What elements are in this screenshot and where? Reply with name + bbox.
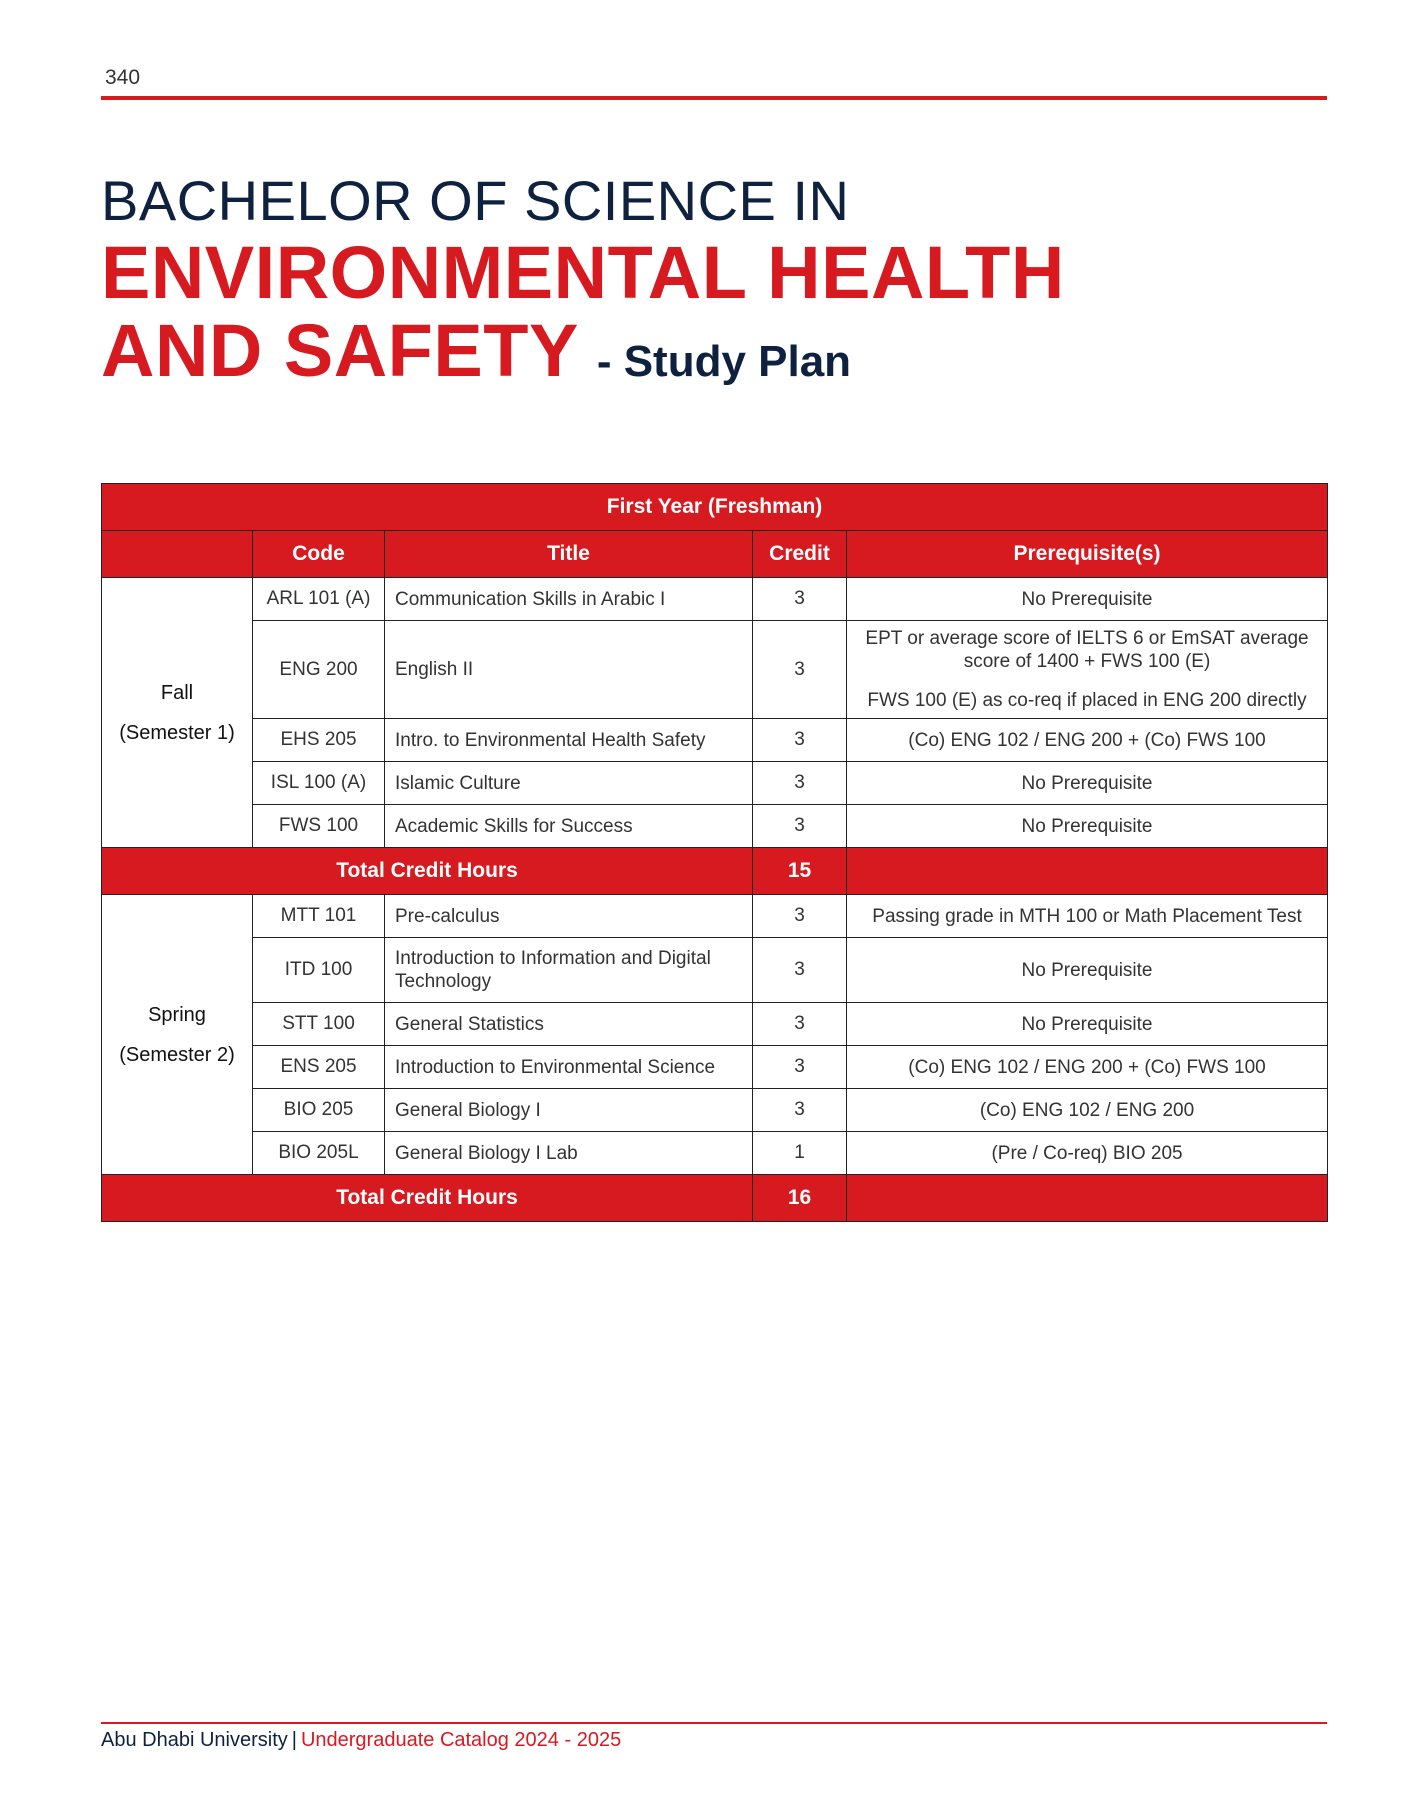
total-credits: 16 bbox=[753, 1175, 847, 1222]
course-prereq: (Pre / Co-req) BIO 205 bbox=[847, 1132, 1328, 1175]
title-program-line1: ENVIRONMENTAL HEALTH bbox=[101, 231, 1065, 314]
semester-fall-number: (Semester 1) bbox=[119, 721, 235, 744]
title-program-text: AND SAFETY bbox=[101, 309, 579, 392]
course-title: Academic Skills for Success bbox=[385, 805, 753, 848]
page-title bbox=[101, 168, 1065, 401]
course-prereq-main: EPT or average score of IELTS 6 or EmSAT average score of 1400 + FWS 100 (E) bbox=[865, 628, 1309, 672]
footer bbox=[101, 1729, 621, 1752]
course-code: ITD 100 bbox=[253, 938, 385, 1003]
course-title: Communication Skills in Arabic I bbox=[385, 578, 753, 621]
course-prereq: (Co) ENG 102 / ENG 200 + (Co) FWS 100 bbox=[847, 719, 1328, 762]
table-row bbox=[102, 621, 1328, 719]
footer-catalog: Undergraduate Catalog 2024 - 2025 bbox=[300, 1729, 622, 1751]
column-header-title: Title bbox=[385, 531, 753, 578]
total-row-spring bbox=[102, 1175, 1328, 1222]
table-row bbox=[102, 895, 1328, 938]
total-label: Total Credit Hours bbox=[102, 848, 753, 895]
course-prereq: No Prerequisite bbox=[847, 805, 1328, 848]
course-code: EHS 205 bbox=[253, 719, 385, 762]
title-program-line2 bbox=[101, 309, 1065, 401]
course-credit: 3 bbox=[753, 805, 847, 848]
table-row bbox=[102, 1132, 1328, 1175]
course-code: MTT 101 bbox=[253, 895, 385, 938]
course-title: General Biology I bbox=[385, 1089, 753, 1132]
semester-fall-label: Fall bbox=[160, 681, 194, 704]
course-code: STT 100 bbox=[253, 1003, 385, 1046]
course-code: BIO 205L bbox=[253, 1132, 385, 1175]
course-credit: 3 bbox=[753, 762, 847, 805]
course-prereq: No Prerequisite bbox=[847, 1003, 1328, 1046]
year-banner-row bbox=[102, 484, 1328, 531]
title-suffix: - Study Plan bbox=[596, 337, 852, 386]
semester-fall bbox=[102, 578, 253, 848]
course-code: FWS 100 bbox=[253, 805, 385, 848]
course-title: Islamic Culture bbox=[385, 762, 753, 805]
course-title: Introduction to Environmental Science bbox=[385, 1046, 753, 1089]
table-row bbox=[102, 1046, 1328, 1089]
course-credit: 3 bbox=[753, 938, 847, 1003]
course-code: ARL 101 (A) bbox=[253, 578, 385, 621]
course-title: Intro. to Environmental Health Safety bbox=[385, 719, 753, 762]
course-prereq: (Co) ENG 102 / ENG 200 bbox=[847, 1089, 1328, 1132]
page-number: 340 bbox=[105, 66, 141, 89]
course-credit: 1 bbox=[753, 1132, 847, 1175]
total-blank bbox=[847, 1175, 1328, 1222]
year-banner: First Year (Freshman) bbox=[102, 484, 1328, 531]
footer-separator: | bbox=[291, 1729, 297, 1751]
table-row bbox=[102, 1089, 1328, 1132]
course-title: English II bbox=[385, 621, 753, 719]
column-header-credit: Credit bbox=[753, 531, 847, 578]
table-row bbox=[102, 938, 1328, 1003]
course-prereq: Passing grade in MTH 100 or Math Placement Test bbox=[847, 895, 1328, 938]
course-credit: 3 bbox=[753, 1003, 847, 1046]
title-degree: BACHELOR OF SCIENCE IN bbox=[101, 169, 850, 232]
total-row-fall bbox=[102, 848, 1328, 895]
course-code: ENG 200 bbox=[253, 621, 385, 719]
course-code: ENS 205 bbox=[253, 1046, 385, 1089]
column-header-prereq: Prerequisite(s) bbox=[847, 531, 1328, 578]
course-title: Introduction to Information and Digital Technology bbox=[385, 938, 753, 1003]
table-row bbox=[102, 805, 1328, 848]
course-prereq bbox=[847, 621, 1328, 719]
semester-spring-number: (Semester 2) bbox=[119, 1043, 235, 1066]
course-credit: 3 bbox=[753, 1089, 847, 1132]
header-rule bbox=[101, 96, 1327, 100]
semester-spring-label: Spring bbox=[148, 1003, 206, 1026]
course-title: Pre-calculus bbox=[385, 895, 753, 938]
total-blank bbox=[847, 848, 1328, 895]
study-plan-table bbox=[101, 483, 1328, 1222]
course-title: General Biology I Lab bbox=[385, 1132, 753, 1175]
course-prereq: No Prerequisite bbox=[847, 938, 1328, 1003]
table-row bbox=[102, 762, 1328, 805]
course-code: ISL 100 (A) bbox=[253, 762, 385, 805]
course-credit: 3 bbox=[753, 1046, 847, 1089]
course-credit: 3 bbox=[753, 621, 847, 719]
footer-university: Abu Dhabi University bbox=[101, 1729, 288, 1751]
course-credit: 3 bbox=[753, 719, 847, 762]
column-header-row bbox=[102, 531, 1328, 578]
course-prereq-note: FWS 100 (E) as co-req if placed in ENG 200 directly bbox=[867, 690, 1307, 711]
table-row bbox=[102, 719, 1328, 762]
table-row bbox=[102, 1003, 1328, 1046]
total-credits: 15 bbox=[753, 848, 847, 895]
table-row bbox=[102, 578, 1328, 621]
course-prereq: No Prerequisite bbox=[847, 578, 1328, 621]
course-credit: 3 bbox=[753, 578, 847, 621]
course-title: General Statistics bbox=[385, 1003, 753, 1046]
course-prereq: (Co) ENG 102 / ENG 200 + (Co) FWS 100 bbox=[847, 1046, 1328, 1089]
column-header-code: Code bbox=[253, 531, 385, 578]
total-label: Total Credit Hours bbox=[102, 1175, 753, 1222]
course-credit: 3 bbox=[753, 895, 847, 938]
footer-rule bbox=[101, 1722, 1327, 1724]
semester-spring bbox=[102, 895, 253, 1175]
course-prereq: No Prerequisite bbox=[847, 762, 1328, 805]
column-header-semester bbox=[102, 531, 253, 578]
course-code: BIO 205 bbox=[253, 1089, 385, 1132]
